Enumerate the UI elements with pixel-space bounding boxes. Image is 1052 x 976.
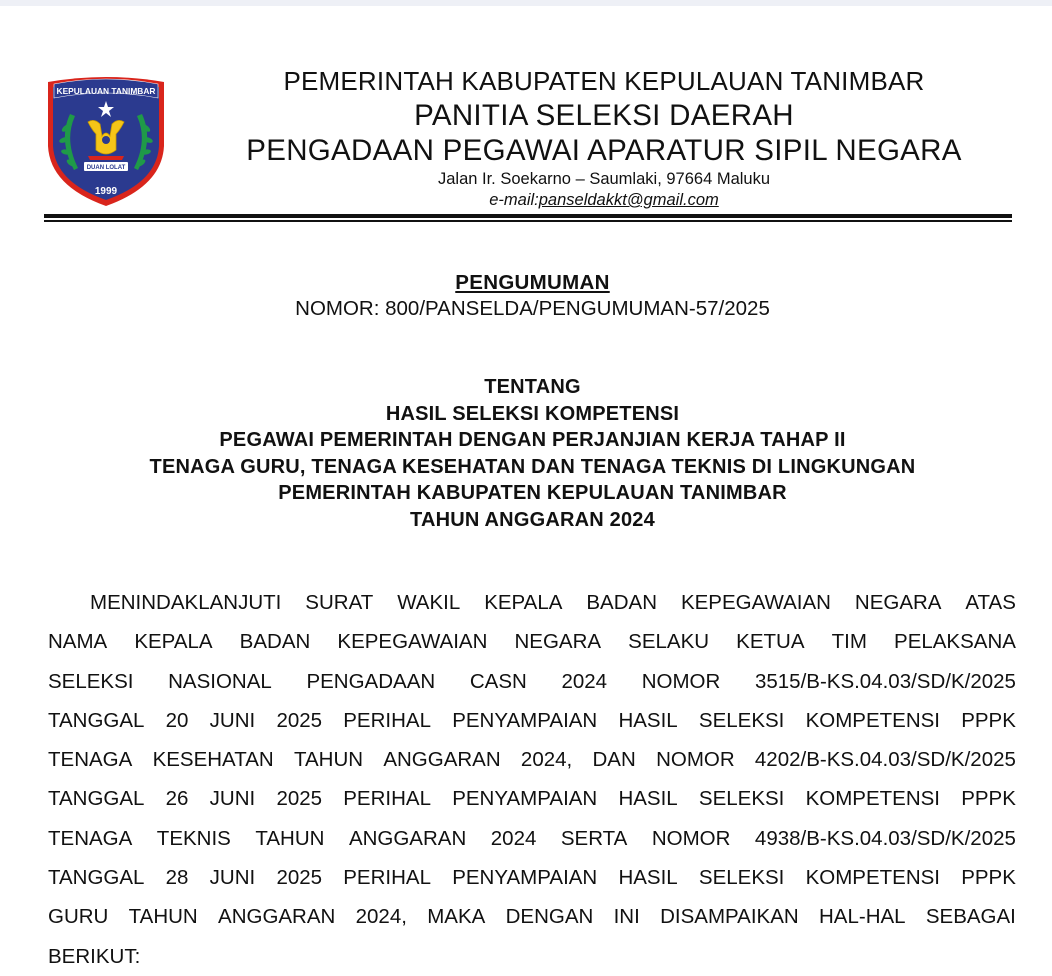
letterhead-email-line (180, 190, 1028, 210)
body-word: INI (613, 905, 640, 929)
body-word: PERIHAL (343, 866, 431, 890)
body-line (48, 622, 1016, 661)
body-word: SELEKSI (48, 669, 134, 693)
body-word: PPPK (961, 787, 1016, 811)
body-word: SELEKSI (698, 787, 785, 811)
body-word: ANGGARAN (348, 826, 467, 850)
body-word: SERTA (560, 826, 628, 850)
body-word: NEGARA (514, 630, 602, 654)
body-paragraph (48, 583, 1016, 976)
body-word: NOMOR (641, 669, 721, 693)
red-detail (88, 156, 124, 160)
body-word: TIM (831, 630, 867, 654)
body-line (48, 740, 1016, 779)
body-word: 2025 (276, 866, 323, 890)
body-word: 2024 (490, 826, 537, 850)
body-word: HASIL (618, 787, 678, 811)
body-word: SELAKU (628, 630, 710, 654)
body-word: TANGGAL (48, 866, 145, 890)
body-word: PELAKSANA (894, 630, 1016, 654)
subject-line: PEGAWAI PEMERINTAH DENGAN PERJANJIAN KERJA TAHAP II (219, 429, 846, 451)
body-word: JUNI (209, 787, 256, 811)
body-word: 4202/B-KS.04.03/SD/K/2025 (754, 748, 1016, 772)
body-line (48, 897, 1016, 936)
year-text: 1999 (94, 186, 118, 197)
body-word: DENGAN (505, 905, 594, 929)
body-word: TANGGAL (48, 787, 145, 811)
body-word: JUNI (209, 866, 256, 890)
body-word: CASN (469, 669, 527, 693)
body-word: PPPK (961, 866, 1016, 890)
subject-line: PEMERINTAH KABUPATEN KEPULAUAN TANIMBAR (278, 482, 787, 504)
email-label: e-mail: (489, 191, 539, 209)
body-word: PENYAMPAIAN (452, 708, 598, 732)
body-word: KOMPETENSI (805, 787, 940, 811)
body-word: SEBAGAI (925, 905, 1016, 929)
body-line (48, 779, 1016, 818)
body-word: ATAS (965, 591, 1016, 614)
body-word: TEKNIS (156, 826, 231, 850)
body-line (48, 662, 1016, 701)
body-word: PENGADAAN (306, 669, 436, 693)
body-word: KOMPETENSI (805, 866, 940, 890)
body-word: KEPALA (484, 591, 563, 614)
body-word: JUNI (209, 708, 256, 732)
body-word: MAKA (427, 905, 486, 929)
body-line (48, 858, 1016, 897)
body-word: PENYAMPAIAN (452, 866, 598, 890)
body-word: NAMA (48, 630, 108, 654)
letterhead-divider-thin (44, 220, 1012, 222)
body-word: HASIL (618, 708, 678, 732)
body-word: SURAT (305, 591, 374, 614)
banner-text: KEPULAUAN TANIMBAR (56, 86, 156, 96)
body-word: 20 (165, 708, 189, 732)
body-word: KETUA (736, 630, 805, 654)
body-line (48, 937, 1016, 976)
body-word: TAHUN (293, 748, 364, 772)
body-word: 2025 (276, 708, 323, 732)
body-word: SELEKSI (698, 866, 785, 890)
body-word: BADAN (239, 630, 311, 654)
body-word: TENAGA (48, 826, 133, 850)
body-word: TANGGAL (48, 708, 145, 732)
body-word: 28 (165, 866, 189, 890)
body-word: KOMPETENSI (805, 708, 940, 732)
body-word: DISAMPAIKAN (660, 905, 799, 929)
body-word: 2025 (276, 787, 323, 811)
body-word: TAHUN (128, 905, 198, 929)
letterhead-government: PEMERINTAH KABUPATEN KEPULAUAN TANIMBAR (283, 66, 925, 96)
regency-emblem-logo (44, 74, 168, 210)
announcement-header (0, 270, 1052, 322)
body-word: KEPALA (134, 630, 213, 654)
body-word: 2024 (561, 669, 608, 693)
body-word: PERIHAL (343, 708, 431, 732)
letterhead (180, 64, 1028, 210)
body-word: PERIHAL (343, 787, 431, 811)
motto-text: DUAN LOLAT (86, 165, 126, 171)
body-word: 2024, (520, 748, 573, 772)
body-word: GURU (48, 905, 109, 929)
letterhead-divider-thick (44, 214, 1012, 218)
subject-line: TENTANG (484, 376, 581, 398)
body-word: BADAN (586, 591, 658, 614)
body-word: ANGGARAN (218, 905, 336, 929)
body-word: KESEHATAN (152, 748, 274, 772)
body-word: WAKIL (397, 591, 461, 614)
body-word: PENYAMPAIAN (452, 787, 598, 811)
body-word: TENAGA (48, 748, 133, 772)
gold-emblem-center (102, 136, 110, 144)
letterhead-committee: PANITIA SELEKSI DAERAH (414, 99, 794, 132)
announcement-number: NOMOR: 800/PANSELDA/PENGUMUMAN-57/2025 (295, 297, 770, 320)
top-edge-strip (0, 0, 1052, 6)
subject-line: TENAGA GURU, TENAGA KESEHATAN DAN TENAGA TEKNIS DI LINGKUNGAN (149, 455, 916, 478)
body-word: HAL-HAL (818, 905, 906, 929)
body-word: 2024, (355, 905, 407, 929)
letterhead-address: Jalan Ir. Soekarno – Saumlaki, 97664 Maluku (437, 170, 771, 188)
body-word: MENINDAKLANJUTI (90, 591, 282, 614)
body-word: KEPEGAWAIAN (337, 630, 488, 654)
body-word: 3515/B-KS.04.03/SD/K/2025 (754, 669, 1016, 693)
body-word: SELEKSI (698, 708, 785, 732)
body-word: DAN (592, 748, 636, 772)
email-link[interactable]: panseldakkt@gmail.com (538, 191, 719, 209)
body-word: NOMOR (656, 748, 735, 772)
announcement-title: PENGUMUMAN (455, 271, 610, 294)
body-word: PPPK (961, 708, 1016, 732)
body-word: KEPEGAWAIAN (680, 591, 831, 614)
body-word: NEGARA (854, 591, 942, 614)
announcement-subject (0, 374, 1052, 533)
subject-line: TAHUN ANGGARAN 2024 (410, 508, 655, 531)
body-word: NOMOR (651, 826, 731, 850)
subject-line: HASIL SELEKSI KOMPETENSI (385, 402, 680, 425)
body-word: NASIONAL (168, 669, 272, 693)
body-word: TAHUN (255, 826, 325, 850)
body-line (48, 819, 1016, 858)
letterhead-procurement: PENGADAAN PEGAWAI APARATUR SIPIL NEGARA (246, 134, 962, 167)
body-word: BERIKUT: (48, 944, 141, 968)
body-line (48, 701, 1016, 740)
body-word: HASIL (618, 866, 678, 890)
body-word: 26 (165, 787, 189, 811)
body-word: 4938/B-KS.04.03/SD/K/2025 (754, 826, 1016, 850)
body-line (48, 583, 1016, 622)
body-word: ANGGARAN (383, 748, 501, 772)
